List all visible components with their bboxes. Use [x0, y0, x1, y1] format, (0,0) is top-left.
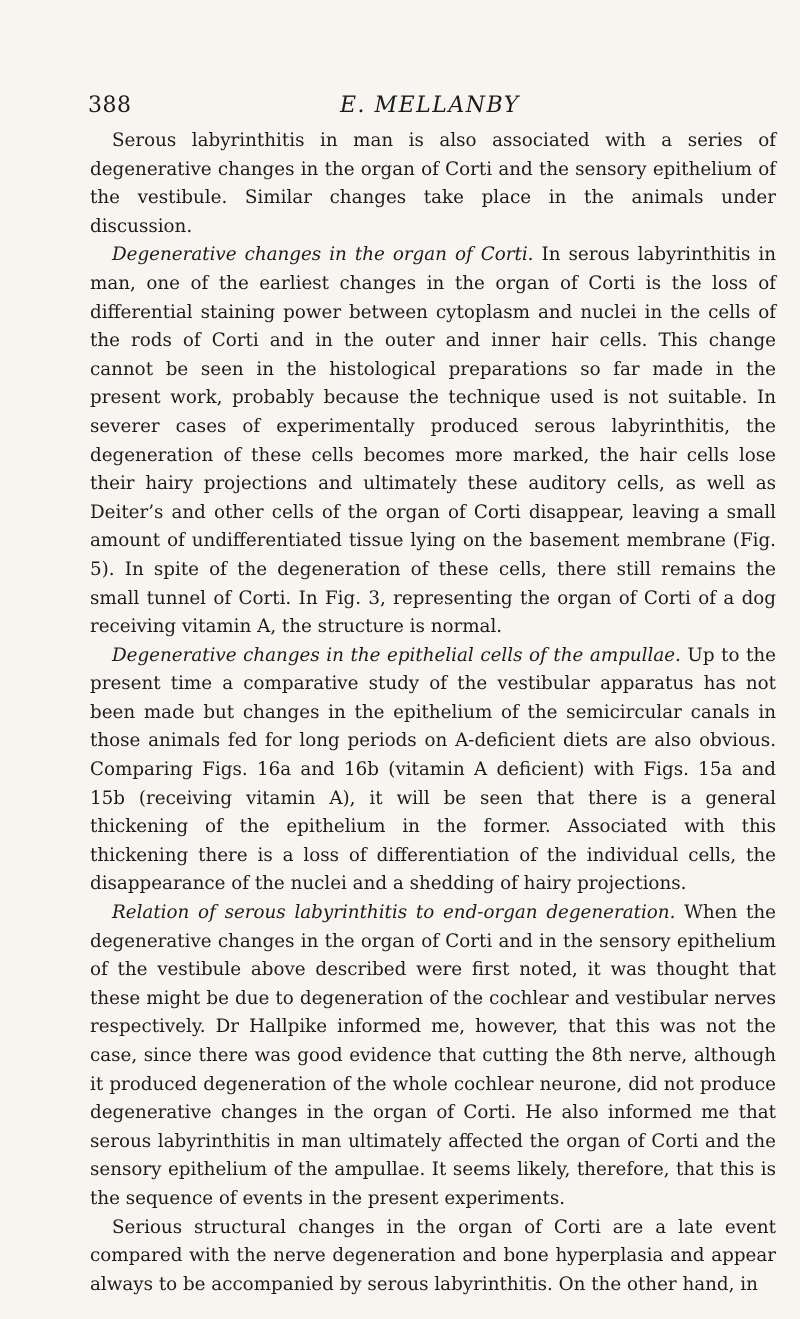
paragraph — [90, 127, 776, 241]
paragraph-text: When the degenerative changes in the organ of Corti and in the sensory epithelium of the vestibule above described were first noted, it was thought that these might be due to degeneration of the cochlear and vestibular nerves respectively. Dr Hallpike informed me, however, that this was not the case, since there was good evidence that cutting the 8th nerve, although it produced degeneration of the whole cochlear neurone, did not produce degenerative changes in the organ of Corti. He also informed me that serous labyrinthitis in man ultimately affected the organ of Corti and the sensory epithelium of the ampullae. It seems likely, therefore, that this is the sequence of events in the present experiments. — [90, 902, 776, 1209]
section-heading: Degenerative changes in the organ of Corti. — [112, 244, 534, 266]
paragraph-text: Up to the present time a comparative study of the vestibular apparatus has not been made but changes in the epithelium of the semicircular canals in those animals fed for long periods on A-deficient diets are also obvious. Comparing Figs. 16a and 16b (vitamin A deficient) with Figs. 15a and 15b (receiving vitamin A), it will be seen that there is a general thickening of the epithelium in the former. Associated with this thickening there is a loss of differentiation of the individual cells, the disappearance of the nuclei and a shedding of hairy projections. — [90, 644, 776, 895]
paragraph-text: In serous labyrinthitis in man, one of the earliest changes in the organ of Corti is the loss of differential staining power between cytoplasm and nuclei in the cells of the rods of Corti and in the outer and inner hair cells. This change cannot be seen in the histological preparations so far made in the present work, probably because the technique used is not suitable. In severer cases of experimentally produced serous labyrinthitis, the degeneration of these cells becomes more marked, the hair cells lose their hairy projections and ultimately these auditory cells, as well as Deiter’s and other cells of the organ of Corti disappear, leaving a small amount of undifferentiated tissue lying on the basement membrane (Fig. 5). In spite of the degeneration of these cells, there still remains the small tunnel of Corti. In Fig. 3, representing the organ of Corti of a dog receiving vitamin A, the structure is normal. — [90, 244, 776, 638]
section-heading: Degenerative changes in the epithelial cells of the ampullae. — [112, 644, 681, 666]
paragraph — [90, 1214, 776, 1300]
paragraph — [90, 241, 776, 641]
paragraph — [90, 642, 776, 899]
paragraph-text: Serous labyrinthitis in man is also associated with a series of degenerative changes in the organ of Corti and the sensory epithelium of the vestibule. Similar changes take place in the animals under discussion. — [90, 130, 776, 237]
section-heading: Relation of serous labyrinthitis to end-organ degeneration. — [112, 902, 676, 924]
body-text — [90, 127, 776, 1299]
running-head-author: E. MELLANBY — [340, 93, 520, 118]
page-number: 388 — [88, 93, 132, 118]
paragraph — [90, 899, 776, 1214]
running-head — [88, 93, 778, 123]
paragraph-text: Serious structural changes in the organ of Corti are a late event compared with the nerve degeneration and bone hyperplasia and appear always to be accompanied by serous labyrinthitis. On the other hand, in — [90, 1216, 776, 1295]
